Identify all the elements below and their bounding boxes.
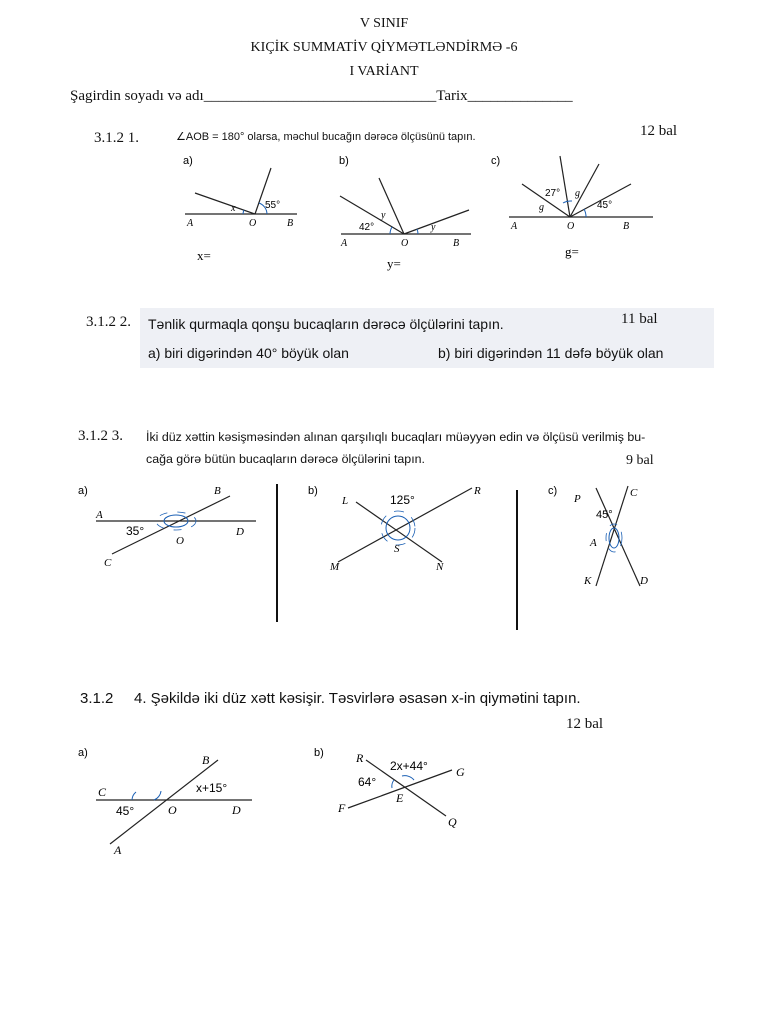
q4a-arc-x15 <box>154 791 161 800</box>
q3c-label: c) <box>548 485 558 497</box>
q4b-point-e: E <box>396 791 404 805</box>
q1a-label: a) <box>183 155 193 167</box>
q1b-label: b) <box>339 155 349 167</box>
q4-figures <box>70 740 490 860</box>
q4b-point-r: R <box>356 751 364 765</box>
q3a-point-b: B <box>214 485 221 497</box>
q1c-point-b: B <box>623 221 630 232</box>
q1b-ray-2 <box>379 178 404 234</box>
q1a-angle: 55° <box>265 200 281 211</box>
q3b-point-r: R <box>474 485 481 497</box>
q1b-arc-42 <box>390 227 392 234</box>
q4b-angle-2x44: 2x+44° <box>390 759 428 773</box>
q1b-var-1: y <box>381 210 386 221</box>
q1c-answer: g= <box>565 244 579 259</box>
q4b-point-q: Q <box>448 815 457 829</box>
q3c-point-p: P <box>574 493 581 505</box>
q4-number: 3.1.2 <box>80 690 114 707</box>
q1c-arc-45 <box>584 209 586 217</box>
q3a-angle: 35° <box>126 524 145 538</box>
q3b-angle: 125° <box>390 493 415 507</box>
q3c-line-pd <box>596 488 640 586</box>
q1-prompt: ∠AOB = 180° olarsa, məchul bucağın dərəcə ölçüsünü tapın. <box>176 131 476 143</box>
q1c-point-a: A <box>511 221 518 232</box>
q2-number: 3.1.2 2. <box>86 314 131 330</box>
q3b-point-s: S <box>394 543 400 555</box>
q1b-arc-y <box>417 229 418 234</box>
q1-points: 12 bal <box>640 123 678 139</box>
q3a-point-d: D <box>236 526 244 538</box>
q4-prompt: 4. Şəkildə iki düz xətt kəsişir. Təsvirlərə əsasən x-in qiymətini tapın. <box>134 690 581 707</box>
q4a-angle-x15: x+15° <box>196 781 228 795</box>
q3a-point-a: A <box>96 509 103 521</box>
q1b-point-b: B <box>453 238 460 249</box>
q3c-point-a: A <box>590 537 597 549</box>
q3b-point-n: N <box>436 561 444 573</box>
q3c-angle: 45° <box>596 509 613 521</box>
q1c-ray-2 <box>560 156 570 217</box>
q4a-label: a) <box>78 747 88 759</box>
q3-prompt-line1: İki düz xəttin kəsişməsindən alınan qarşılıqlı bucaqları müəyyən edin və ölçüsü verilmiş bu- <box>146 430 646 444</box>
q1a-point-o: O <box>249 218 257 229</box>
q1b-point-a: A <box>341 238 348 249</box>
q1c-angle-45: 45° <box>597 200 613 211</box>
student-name-date-line: Şagirdin soyadı və adı_______________________________Tarix______________ <box>70 88 573 104</box>
q3c-point-k: K <box>584 575 592 587</box>
q4a-point-o: O <box>168 803 177 817</box>
q1a-answer: x= <box>197 248 211 263</box>
q1b-point-o: O <box>401 238 409 249</box>
q4b-angle-64: 64° <box>358 775 377 789</box>
test-title: KIÇİK SUMMATİV QİYMƏTLƏNDİRMƏ -6 <box>250 40 518 55</box>
q3a-point-o: O <box>176 535 184 547</box>
q4a-arc-45 <box>132 792 136 800</box>
q4a-point-a: A <box>114 843 122 857</box>
q1c-var-2: g <box>539 202 544 213</box>
q4b-point-f: F <box>338 801 346 815</box>
q3c-line-ck <box>596 486 628 586</box>
q1c-var-1: g <box>575 188 580 199</box>
q1b-var-2: y <box>431 222 436 233</box>
q4a-angle-45: 45° <box>116 804 135 818</box>
q2-prompt: Tənlik qurmaqla qonşu bucaqların dərəcə ölçülərini tapın. <box>148 316 504 332</box>
q4a-point-d: D <box>232 803 241 817</box>
q1c-point-o: O <box>567 221 575 232</box>
q1b-ray-3 <box>404 210 469 234</box>
q1a-ray-left <box>195 193 255 214</box>
q3a-point-c: C <box>104 557 112 569</box>
q1-figures <box>175 148 655 272</box>
q1a-point-b: B <box>287 218 294 229</box>
q3-prompt-line2: cağa görə bütün bucaqların dərəcə ölçülərini tapın. <box>146 452 425 466</box>
q3b-angle-arcs <box>386 516 410 540</box>
q3b-label: b) <box>308 485 318 497</box>
q3a-label: a) <box>78 485 88 497</box>
q1c-label: c) <box>491 155 501 167</box>
q4a-line-ab <box>110 760 218 844</box>
q1-number: 3.1.2 1. <box>94 130 139 146</box>
q3-number: 3.1.2 3. <box>78 428 123 444</box>
q3b-point-m: M <box>330 561 340 573</box>
q3-figures <box>70 478 690 634</box>
q3c-point-c: C <box>630 487 638 499</box>
q4-points: 12 bal <box>566 716 604 732</box>
q4b-arc-2x44 <box>402 776 414 780</box>
q1b-angle: 42° <box>359 222 375 233</box>
q2-points: 11 bal <box>621 311 658 327</box>
q1a-arc-x <box>243 210 244 214</box>
q1a-point-a: A <box>187 218 194 229</box>
grade-heading: V SINIF <box>359 16 409 31</box>
q3-points: 9 bal <box>626 453 654 468</box>
variant-heading: I VARİANT <box>349 64 419 79</box>
q1b-answer: y= <box>387 256 401 271</box>
q3b-point-l: L <box>342 495 349 507</box>
q3c-point-d: D <box>640 575 648 587</box>
q1a-var: x <box>231 203 236 214</box>
q4b-label: b) <box>314 747 324 759</box>
q2-part-b: b) biri digərindən 11 dəfə böyük olan <box>438 345 664 361</box>
q4a-point-c: C <box>98 785 107 799</box>
q4a-point-b: B <box>202 753 210 767</box>
q2-part-a: a) biri digərindən 40° böyük olan <box>148 345 349 361</box>
q1c-angle-27: 27° <box>545 188 561 199</box>
q4b-point-g: G <box>456 765 465 779</box>
q4b-arc-64 <box>392 780 394 788</box>
